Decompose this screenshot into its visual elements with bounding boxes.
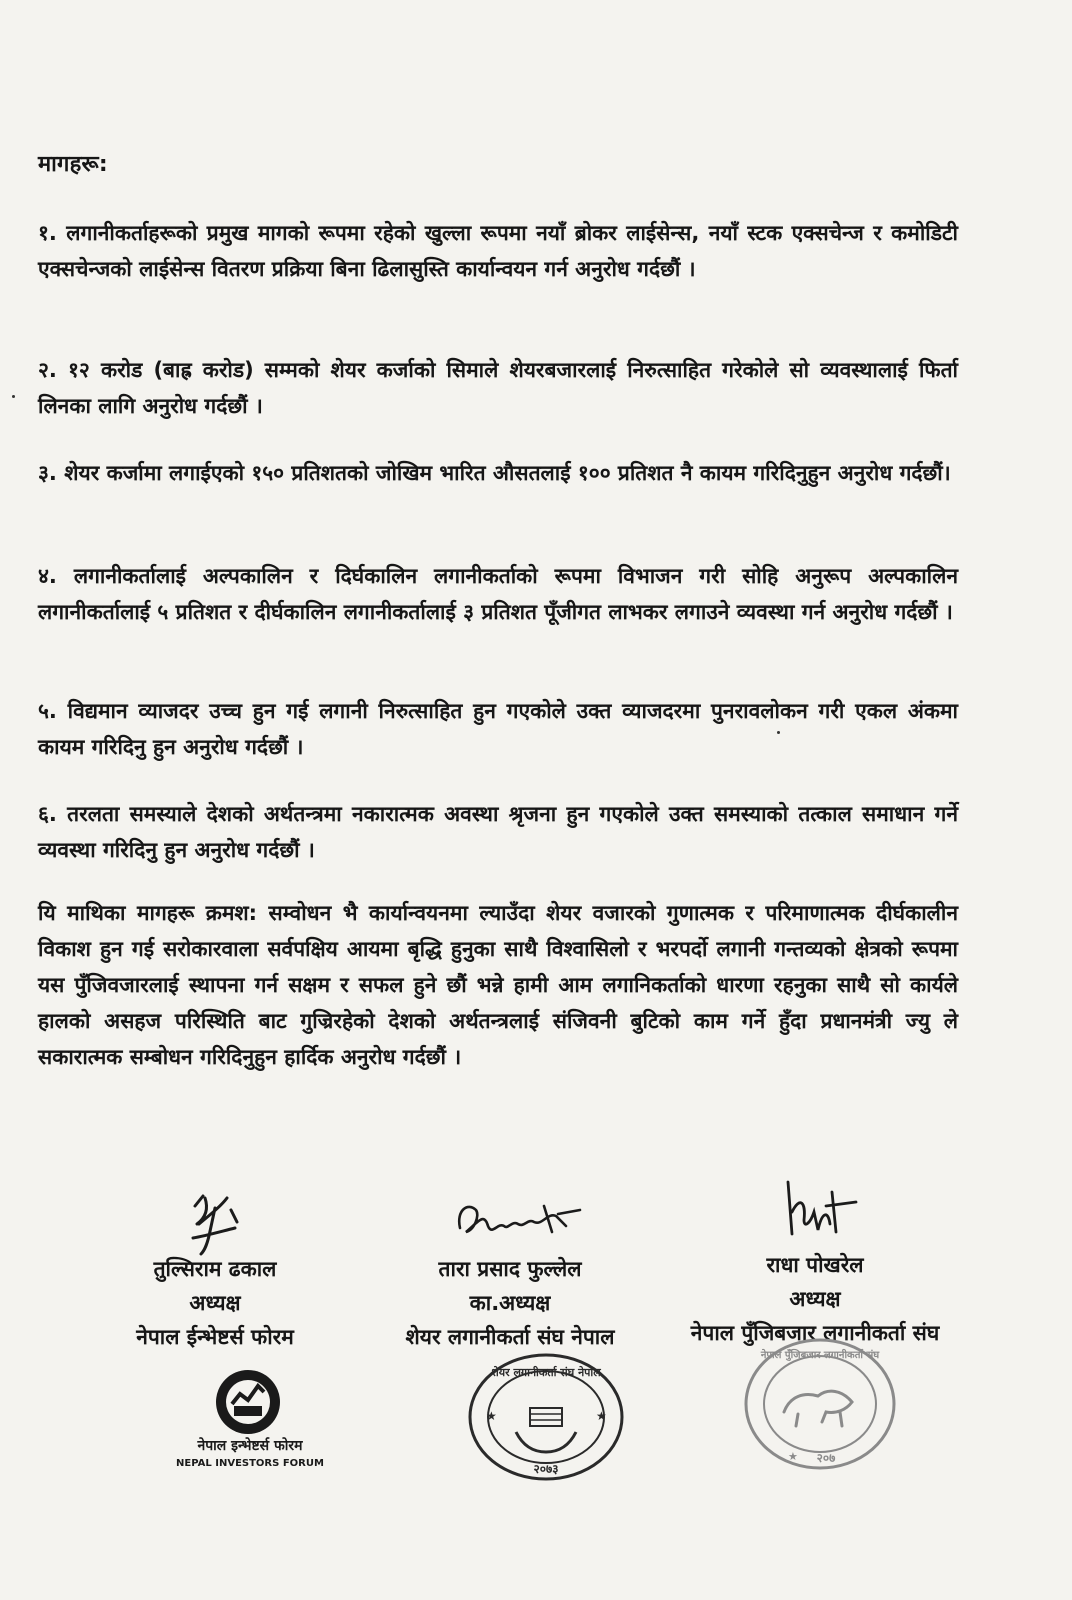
star-icon: ★: [788, 1450, 798, 1463]
signatory-3-title: अध्यक्ष: [789, 1287, 841, 1311]
signatory-2-title: का.अध्यक्ष: [469, 1291, 551, 1315]
signatory-3-org: नेपाल पुँजिबजार लगानीकर्ता संघ: [690, 1321, 940, 1345]
demands-heading: मागहरू:: [38, 152, 108, 177]
seal-2-year: २०७३: [533, 1462, 559, 1476]
signatory-2: [360, 1252, 660, 1354]
closing-paragraph: यि माथिका मागहरू क्रमश: सम्वोधन भै कार्यान्वयनमा ल्याउँदा शेयर वजारको गुणात्मक र परिमाणात्मक दीर्घकालीन विकाश हुन गई सरोकारवाला सर्वपक्षिय आयमा बृद्धि हुनुका साथै विश्वासिलो र भरपर्दो लगानी गन्तव्यको क्षेत्रको रूपमा यस पुँजिवजारलाई स्थापना गर्न सक्षम र सफल हुने छौं भन्ने हामी आम लगानिकर्ताको धारणा रहनुका साथै सो कार्यले हालको असहज परिस्थिति बाट गुज्रिरहेको देशको अर्थतन्त्रलाई संजिवनी बुटिको काम गर्ने हुँदा प्रधानमंत्री ज्यु ले सकारात्मक सम्बोधन गरिदिनुहुन हार्दिक अनुरोध गर्दछौं ।: [38, 901, 958, 1069]
signatory-1-name: तुल्सिराम ढकाल: [153, 1257, 277, 1281]
demand-item-1: १. लगानीकर्ताहरूको प्रमुख मागको रूपमा रहेको खुल्ला रूपमा नयाँ ब्रोकर लाईसेन्स, नयाँ स्टक एक्सचेन्ज र कमोडिटी एक्सचेन्जको लाईसेन्स वितरण प्रक्रिया बिना ढिलासुस्ति कार्यान्वयन गर्न अनुरोध गर्दछौं ।: [38, 221, 958, 281]
nepal-investors-forum-logo: [168, 1364, 330, 1474]
demand-item-6: ६. तरलता समस्याले देशको अर्थतन्त्रमा नकारात्मक अवस्था श्रृजना हुन गएकोले उक्त समस्याको तत्काल समाधान गर्ने व्यवस्था गरिदिनु हुन अनुरोध गर्दछौं ।: [38, 802, 958, 862]
signatory-1-org: नेपाल ईन्भेष्टर्स फोरम: [136, 1325, 294, 1349]
signature-3: [770, 1172, 870, 1252]
signatory-3-name: राधा पोखरेल: [766, 1253, 864, 1277]
logo-1-text-en: NEPAL INVESTORS FORUM: [176, 1458, 324, 1469]
star-icon: ★: [596, 1409, 607, 1423]
signatory-1: [110, 1252, 320, 1354]
capital-market-investors-association-seal: [740, 1336, 900, 1472]
demand-item-2: २. १२ करोड (बाह्र करोड) सम्मको शेयर कर्जाको सिमाले शेयरबजारलाई निरुत्साहित गरेकोले सो व्यवस्थालाई फिर्ता लिनका लागि अनुरोध गर्दछौं ।: [38, 358, 958, 418]
scan-speck: [777, 731, 780, 734]
logo-1-text: नेपाल इन्भेष्टर्स फोरम: [197, 1438, 303, 1454]
signatory-1-title: अध्यक्ष: [189, 1291, 241, 1315]
signatory-2-name: तारा प्रसाद फुल्लेल: [438, 1257, 582, 1281]
scan-speck: [12, 395, 15, 398]
seal-3-year: २०७: [816, 1451, 836, 1465]
star-icon: ★: [486, 1409, 497, 1423]
signature-2: [448, 1192, 598, 1256]
share-investors-association-seal: [466, 1352, 626, 1482]
demand-item-5: ५. विद्यमान व्याजदर उच्च हुन गई लगानी निरुत्साहित हुन गएकोले उक्त व्याजदरमा पुनरावलोकन गरी एकल अंकमा कायम गरिदिनु हुन अनुरोध गर्दछौं ।: [38, 699, 958, 759]
seal-3-text: नेपाल पुँजिबजार लगानीकर्ता संघ: [760, 1350, 880, 1361]
demand-item-4: ४. लगानीकर्तालाई अल्पकालिन र दिर्घकालिन लगानीकर्ताको रूपमा विभाजन गरी सोहि अनुरूप अल्पकालिन लगानीकर्तालाई ५ प्रतिशत र दीर्घकालिन लगानीकर्तालाई ३ प्रतिशत पूँजीगत लाभकर लगाउने व्यवस्था गर्न अनुरोध गर्दछौं ।: [38, 564, 958, 624]
demand-item-3: ३. शेयर कर्जामा लगाईएको १५० प्रतिशतको जोखिम भारित औसतलाई १०० प्रतिशत नै कायम गरिदिनुहुन अनुरोध गर्दछौं।: [38, 461, 951, 485]
signatory-3: [660, 1248, 970, 1350]
signatory-2-org: शेयर लगानीकर्ता संघ नेपाल: [405, 1325, 615, 1349]
seal-2-text: शेयर लगानीकर्ता संघ नेपाल: [491, 1366, 601, 1379]
